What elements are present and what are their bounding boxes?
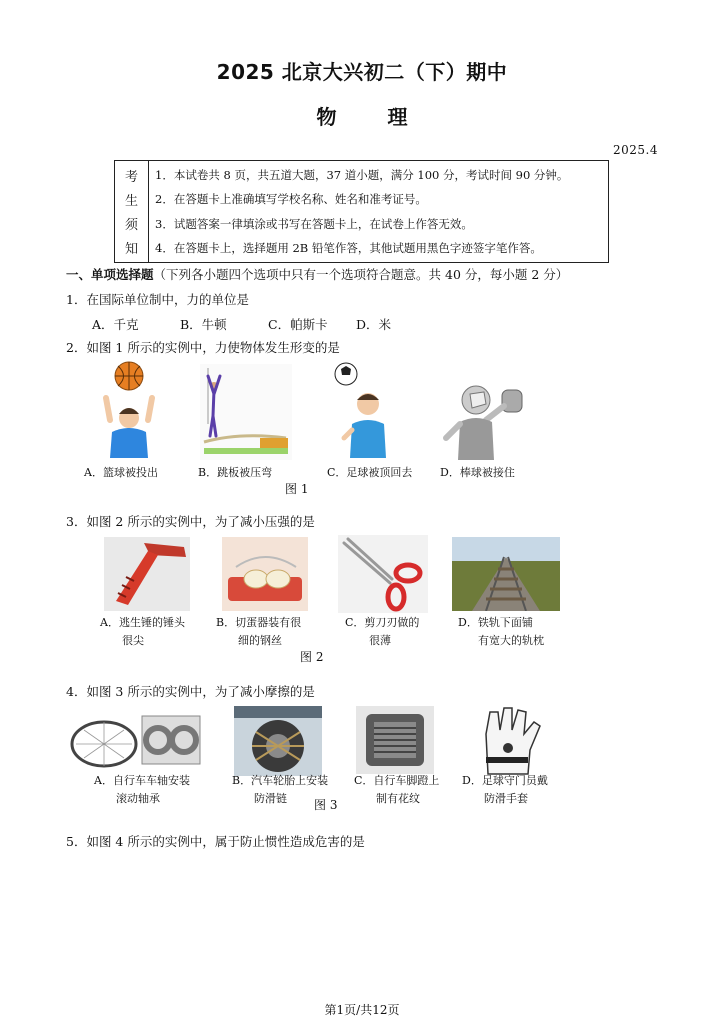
- notice-item: 4．在答题卡上，选择题用 2B 铅笔作答，其他试题用黑色字迹签字笔作答。: [155, 240, 542, 255]
- baseball-catch-image: [440, 376, 532, 462]
- question-4: 4．如图 3 所示的实例中，为了减小摩擦的是: [66, 684, 315, 699]
- figure-2-caption-d: D．铁轨下面铺 有宽大的轨枕: [458, 616, 544, 647]
- question-1: 1．在国际单位制中，力的单位是: [66, 292, 249, 307]
- figure-1-caption-a: A．篮球被投出: [84, 466, 158, 479]
- question-2: 2．如图 1 所示的实例中，力使物体发生形变的是: [66, 340, 340, 355]
- option-d: D．米: [356, 317, 392, 332]
- candidate-notice-box: [114, 160, 609, 263]
- subject-char: 物: [316, 105, 337, 129]
- figure-2-caption-a: A．逃生锤的锤头 很尖: [100, 616, 185, 647]
- notice-item: 3．试题答案一律填涂或书写在答题卡上，在试卷上作答无效。: [155, 216, 473, 231]
- bicycle-pedal-image: [356, 706, 434, 774]
- subject-char: 理: [387, 105, 408, 129]
- figure-1-caption-d: D．棒球被接住: [440, 466, 515, 479]
- figure-3-label: 图 3: [314, 798, 338, 812]
- notice-item: 1．本试卷共 8 页，共五道大题，37 道小题，满分 100 分，考试时间 90 分钟。: [155, 168, 569, 183]
- basketball-boy-image: [96, 360, 158, 460]
- figure-1-caption-c: C．足球被顶回去: [327, 466, 413, 479]
- diving-board-image: [200, 364, 292, 460]
- egg-slicer-image: [222, 537, 308, 611]
- figure-1-label: 图 1: [285, 482, 309, 496]
- exam-date: 2025.4: [613, 143, 658, 157]
- subject-title: [0, 101, 724, 130]
- figure-3-caption-d: D．足球守门员戴 防滑手套: [462, 774, 548, 805]
- option-b: B．牛顿: [180, 317, 227, 332]
- exam-title: 2025 北京大兴初二（下）期中: [216, 60, 508, 84]
- question-1-options: [92, 315, 444, 333]
- figure-2-caption-c: C．剪刀刃做的 很薄: [345, 616, 420, 647]
- figure-3-caption-b: B．汽车轮胎上安装 防滑链: [232, 774, 329, 805]
- figure-3-caption-a: A．自行车车轴安装 滚动轴承: [94, 774, 190, 805]
- question-3: 3．如图 2 所示的实例中，为了减小压强的是: [66, 514, 315, 529]
- goalkeeper-glove-image: [474, 704, 546, 776]
- notice-list: [149, 161, 608, 262]
- notice-item: 2．在答题卡上准确填写学校名称、姓名和准考证号。: [155, 192, 427, 207]
- figure-2-label: 图 2: [300, 650, 324, 664]
- railway-track-image: [452, 537, 560, 611]
- tire-chain-image: [234, 706, 322, 776]
- section-heading: 一、单项选择题（下列各小题四个选项中只有一个选项符合题意。共 40 分，每小题 2 分）: [66, 267, 569, 282]
- figure-3-caption-c: C．自行车脚蹬上 制有花纹: [354, 774, 440, 805]
- scissors-image: [338, 535, 428, 613]
- page-number: 第1页/共12页: [324, 1003, 400, 1017]
- football-header-image: [330, 360, 396, 460]
- figure-1-caption-b: B．跳板被压弯: [198, 466, 273, 479]
- question-5: 5．如图 4 所示的实例中，属于防止惯性造成危害的是: [66, 834, 365, 849]
- notice-side-label: 考 生 须 知: [115, 161, 149, 262]
- option-c: C．帕斯卡: [268, 317, 328, 332]
- figure-2-caption-b: B．切蛋器装有很 细的钢丝: [216, 616, 302, 647]
- escape-hammer-image: [104, 537, 190, 611]
- bicycle-bearing-image: [70, 708, 204, 774]
- option-a: A．千克: [92, 317, 139, 332]
